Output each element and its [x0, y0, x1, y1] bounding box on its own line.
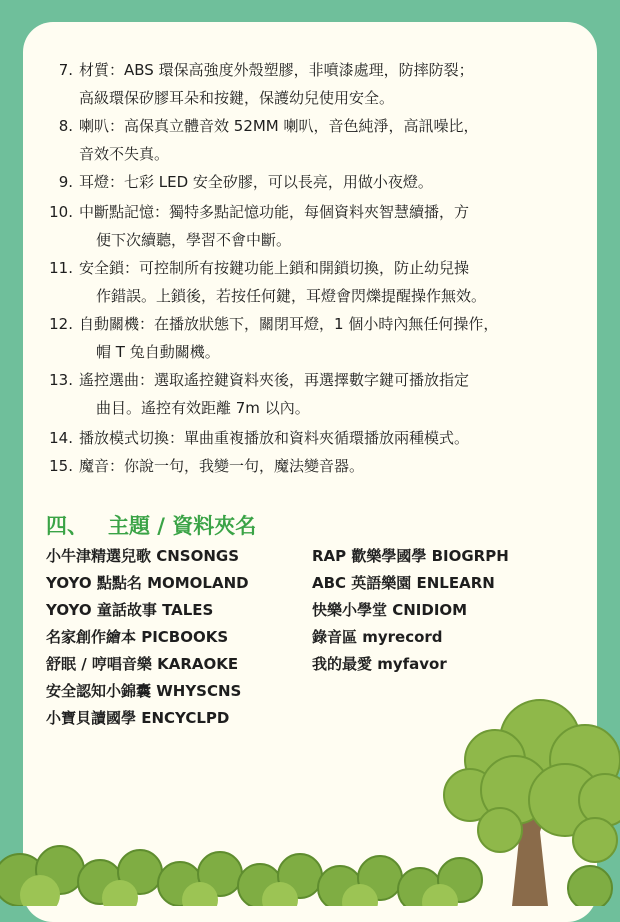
- feature-number: 13.: [49, 371, 73, 389]
- feature-number: 14.: [49, 429, 73, 447]
- folder-name: ABC 英語樂園 ENLEARN: [312, 574, 495, 592]
- folder-name: RAP 歡樂學國學 BIOGRPH: [312, 547, 509, 565]
- section-number: 四、: [46, 514, 88, 538]
- feature-text: 音效不失真。: [79, 145, 170, 163]
- feature-number: 10.: [49, 203, 73, 221]
- feature-number: 9.: [58, 173, 73, 191]
- feature-text: 播放模式切換：單曲重複播放和資料夾循環播放兩種模式。: [79, 429, 470, 447]
- feature-number: 7.: [58, 61, 73, 79]
- feature-text: 便下次續聽，學習不會中斷。: [96, 231, 292, 249]
- feature-text: 魔音：你說一句，我變一句，魔法變音器。: [79, 457, 365, 475]
- feature-text: 高級環保矽膠耳朵和按鍵，保護幼兒使用安全。: [79, 89, 395, 107]
- folder-name: YOYO 童話故事 TALES: [46, 601, 214, 619]
- folder-name: 快樂小學堂 CNIDIOM: [312, 601, 468, 619]
- feature-text: 耳燈：七彩 LED 安全矽膠，可以長亮，用做小夜燈。: [79, 173, 433, 191]
- folder-name: 舒眠 / 哼唱音樂 KARAOKE: [46, 655, 239, 673]
- folder-name: 小寶貝讀國學 ENCYCLPD: [46, 709, 230, 727]
- folder-name: YOYO 點點名 MOMOLAND: [46, 574, 249, 592]
- feature-text: 中斷點記憶：獨特多點記憶功能，每個資料夾智慧續播，方: [79, 203, 470, 221]
- feature-text: 材質：ABS 環保高強度外殼塑膠，非噴漆處理，防摔防裂；: [79, 61, 474, 79]
- folder-name: 我的最愛 myfavor: [312, 655, 447, 673]
- section-heading: 主題 / 資料夾名: [108, 514, 257, 538]
- folder-name: 安全認知小錦囊 WHYSCNS: [46, 682, 242, 700]
- folder-name: 錄音區 myrecord: [312, 628, 443, 646]
- feature-text: 遙控選曲：選取遙控鍵資料夾後，再選擇數字鍵可播放指定: [79, 371, 470, 389]
- folder-name: 小牛津精選兒歌 CNSONGS: [46, 547, 240, 565]
- feature-number: 11.: [49, 259, 73, 277]
- feature-number: 8.: [58, 117, 73, 135]
- feature-text: 作錯誤。上鎖後，若按任何鍵，耳燈會閃爍提醒操作無效。: [96, 287, 487, 305]
- feature-number: 15.: [49, 457, 73, 475]
- feature-text: 喇叭：高保真立體音效 52MM 喇叭，音色純淨，高訊噪比，: [79, 117, 479, 135]
- folder-name: 名家創作繪本 PICBOOKS: [46, 628, 229, 646]
- feature-number: 12.: [49, 315, 73, 333]
- feature-text: 帽 T 兔自動關機。: [96, 343, 220, 361]
- feature-text: 自動關機：在播放狀態下，關閉耳燈，1 個小時內無任何操作，: [79, 315, 499, 333]
- feature-text: 曲目。遙控有效距離 7m 以內。: [96, 399, 310, 417]
- section-title: [46, 510, 256, 540]
- feature-text: 安全鎖：可控制所有按鍵功能上鎖和開鎖切換，防止幼兒操: [79, 259, 470, 277]
